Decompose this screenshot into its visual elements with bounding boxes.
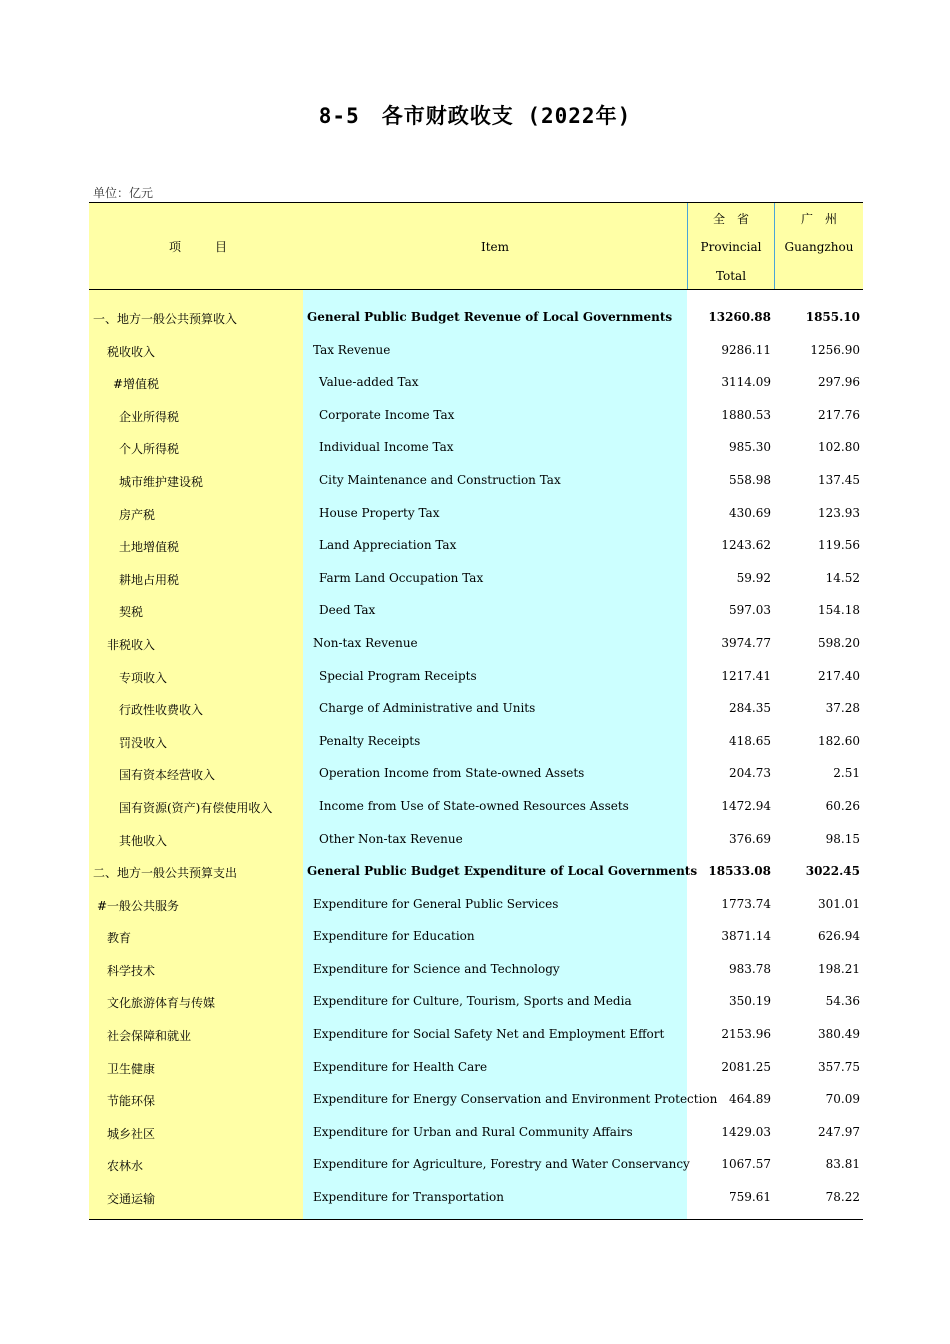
row-value-provincial: 759.61	[729, 1190, 771, 1205]
row-label-en: General Public Budget Revenue of Local Governments	[307, 310, 673, 324]
table-row	[89, 626, 863, 659]
table-row	[89, 463, 863, 496]
row-label-en: Deed Tax	[319, 603, 376, 618]
row-label-zh: 科学技术	[107, 963, 156, 978]
row-label-zh: 房产税	[119, 507, 156, 522]
table-row	[89, 659, 863, 692]
header-provincial-en-2: Total	[715, 269, 747, 283]
row-value-provincial: 1773.74	[721, 896, 771, 911]
header-provincial-cell	[687, 203, 775, 289]
row-value-provincial: 597.03	[729, 603, 771, 618]
row-value-provincial: 2153.96	[721, 1027, 771, 1042]
header-provincial-zh: 全 省	[712, 212, 749, 226]
header-item-zh-cell	[89, 203, 303, 289]
row-value-provincial: 983.78	[729, 961, 771, 976]
row-value-provincial: 3114.09	[721, 375, 771, 390]
row-label-en: Penalty Receipts	[319, 733, 421, 748]
table-row	[89, 528, 863, 561]
row-value-guangzhou: 83.81	[825, 1157, 860, 1172]
header-item-zh-1: 项	[169, 240, 186, 254]
header-item-en: Item	[480, 240, 510, 254]
row-label-zh: 交通运输	[107, 1192, 156, 1207]
row-label-en: Expenditure for Agriculture, Forestry and Water Conservancy	[313, 1157, 690, 1172]
row-label-en: Expenditure for Education	[313, 929, 475, 944]
row-value-provincial: 3974.77	[721, 635, 771, 650]
row-value-provincial: 1217.41	[721, 668, 771, 683]
row-label-en: Expenditure for Social Safety Net and Employment Effort	[313, 1027, 665, 1042]
table-row	[89, 952, 863, 985]
row-value-guangzhou: 297.96	[818, 375, 860, 390]
table-row	[89, 1082, 863, 1115]
table-row	[89, 333, 863, 366]
row-value-provincial: 430.69	[729, 505, 771, 520]
row-value-guangzhou: 198.21	[818, 961, 860, 976]
row-value-guangzhou: 119.56	[818, 538, 860, 553]
row-label-zh: 城乡社区	[107, 1126, 156, 1141]
row-label-zh: 卫生健康	[107, 1061, 156, 1076]
row-value-provincial: 985.30	[729, 440, 771, 455]
row-label-en: Farm Land Occupation Tax	[319, 570, 484, 585]
row-value-provincial: 1472.94	[721, 798, 771, 813]
row-label-zh: 节能环保	[107, 1094, 156, 1109]
row-label-zh: #增值税	[113, 377, 160, 392]
row-value-provincial: 350.19	[729, 994, 771, 1009]
row-value-provincial: 464.89	[729, 1092, 771, 1107]
row-label-en: Expenditure for Culture, Tourism, Sports and Media	[313, 994, 632, 1009]
row-label-en: Expenditure for Energy Conservation and Environment Protection	[313, 1092, 718, 1107]
row-value-guangzhou: 247.97	[818, 1124, 860, 1139]
table-row	[89, 561, 863, 594]
row-value-guangzhou: 78.22	[825, 1190, 860, 1205]
table-row	[89, 1050, 863, 1083]
row-value-provincial: 13260.88	[708, 310, 771, 324]
table-row	[89, 887, 863, 920]
table-row	[89, 854, 863, 887]
header-guangzhou-zh: 广 州	[800, 212, 837, 226]
row-value-guangzhou: 217.40	[818, 668, 860, 683]
row-value-guangzhou: 54.36	[825, 994, 860, 1009]
row-label-zh: 社会保障和就业	[107, 1029, 192, 1044]
row-value-guangzhou: 1256.90	[810, 342, 860, 357]
row-label-en: Income from Use of State-owned Resources Assets	[319, 798, 629, 813]
row-value-guangzhou: 1855.10	[805, 310, 860, 324]
row-label-zh: #一般公共服务	[97, 898, 180, 913]
page-title: 8-5 各市财政收支 (2022年)	[318, 104, 632, 128]
row-label-zh: 教育	[107, 931, 132, 946]
row-label-zh: 罚没收入	[119, 735, 168, 750]
row-label-en: Corporate Income Tax	[319, 407, 455, 422]
row-label-zh: 城市维护建设税	[119, 474, 204, 489]
row-label-zh: 文化旅游体育与传媒	[107, 996, 216, 1011]
finance-table	[89, 202, 863, 1220]
row-label-en: Expenditure for Urban and Rural Community Affairs	[313, 1124, 633, 1139]
table-row	[89, 1115, 863, 1148]
row-value-provincial: 1243.62	[721, 538, 771, 553]
row-value-provincial: 1067.57	[721, 1157, 771, 1172]
row-label-zh: 一、地方一般公共预算收入	[93, 312, 238, 326]
table-row	[89, 984, 863, 1017]
row-label-zh: 国有资源(资产)有偿使用收入	[119, 800, 273, 815]
unit-label: 单位：亿元	[93, 186, 154, 200]
row-value-guangzhou: 98.15	[825, 831, 860, 846]
row-label-en: House Property Tax	[319, 505, 440, 520]
row-label-zh: 国有资本经营收入	[119, 768, 216, 783]
row-value-provincial: 204.73	[729, 766, 771, 781]
table-row	[89, 1147, 863, 1180]
table-row	[89, 593, 863, 626]
row-label-en: Charge of Administrative and Units	[319, 701, 536, 716]
row-label-zh: 二、地方一般公共预算支出	[93, 866, 238, 881]
row-value-guangzhou: 3022.45	[805, 864, 860, 879]
row-value-guangzhou: 14.52	[825, 570, 860, 585]
row-label-zh: 个人所得税	[119, 442, 180, 457]
table-header	[89, 203, 863, 290]
header-guangzhou-cell	[775, 203, 863, 289]
row-label-en: Non-tax Revenue	[313, 635, 418, 650]
row-value-guangzhou: 301.01	[818, 896, 860, 911]
row-label-en: Special Program Receipts	[319, 668, 477, 683]
header-provincial-en-1: Provincial	[700, 240, 762, 254]
row-label-en: Expenditure for General Public Services	[313, 896, 559, 911]
table-row	[89, 919, 863, 952]
table-row	[89, 430, 863, 463]
row-value-guangzhou: 60.26	[825, 798, 860, 813]
header-item-zh-2: 目	[215, 240, 232, 254]
table-row	[89, 300, 863, 333]
row-value-provincial: 9286.11	[721, 342, 771, 357]
table-row	[89, 398, 863, 431]
row-label-en: Operation Income from State-owned Assets	[319, 766, 585, 781]
row-value-guangzhou: 102.80	[818, 440, 860, 455]
row-label-en: Value-added Tax	[319, 375, 419, 390]
row-label-en: Expenditure for Health Care	[313, 1059, 488, 1074]
row-label-en: City Maintenance and Construction Tax	[319, 472, 561, 487]
row-value-provincial: 1880.53	[721, 407, 771, 422]
row-label-zh: 土地增值税	[119, 540, 180, 555]
row-value-guangzhou: 357.75	[818, 1059, 860, 1074]
table-row	[89, 691, 863, 724]
row-value-guangzhou: 182.60	[818, 733, 860, 748]
row-value-provincial: 376.69	[729, 831, 771, 846]
row-value-guangzhou: 598.20	[818, 635, 860, 650]
row-label-en: Tax Revenue	[313, 342, 391, 357]
row-label-zh: 专项收入	[119, 670, 168, 685]
row-label-zh: 非税收入	[107, 637, 156, 652]
row-label-zh: 农林水	[107, 1159, 144, 1174]
row-label-zh: 企业所得税	[119, 409, 180, 424]
table-body	[89, 290, 863, 1219]
table-row	[89, 365, 863, 398]
row-label-en: Land Appreciation Tax	[319, 538, 457, 553]
row-label-en: Other Non-tax Revenue	[319, 831, 463, 846]
row-value-guangzhou: 154.18	[818, 603, 860, 618]
row-value-provincial: 2081.25	[721, 1059, 771, 1074]
row-value-provincial: 284.35	[729, 701, 771, 716]
row-label-en: Expenditure for Science and Technology	[313, 961, 560, 976]
table-row	[89, 756, 863, 789]
row-value-provincial: 3871.14	[721, 929, 771, 944]
table-row	[89, 1180, 863, 1213]
row-value-guangzhou: 37.28	[825, 701, 860, 716]
row-value-provincial: 418.65	[729, 733, 771, 748]
row-label-zh: 契税	[119, 605, 144, 620]
row-label-zh: 行政性收费收入	[119, 703, 204, 718]
row-label-en: Individual Income Tax	[319, 440, 454, 455]
row-value-guangzhou: 70.09	[825, 1092, 860, 1107]
row-value-guangzhou: 217.76	[818, 407, 860, 422]
header-guangzhou-en: Guangzhou	[784, 240, 854, 254]
header-item-en-cell	[303, 203, 687, 289]
table-row	[89, 789, 863, 822]
row-label-zh: 税收收入	[107, 344, 156, 359]
table-row	[89, 724, 863, 757]
table-row	[89, 822, 863, 855]
row-value-guangzhou: 626.94	[818, 929, 860, 944]
row-label-zh: 耕地占用税	[119, 572, 180, 587]
row-label-zh: 其他收入	[119, 833, 168, 848]
table-row	[89, 1017, 863, 1050]
row-value-guangzhou: 2.51	[833, 766, 860, 781]
row-value-provincial: 1429.03	[721, 1124, 771, 1139]
row-label-en: General Public Budget Expenditure of Local Governments	[307, 864, 698, 879]
row-value-provincial: 18533.08	[708, 864, 771, 879]
row-value-guangzhou: 137.45	[818, 472, 860, 487]
row-label-en: Expenditure for Transportation	[313, 1190, 504, 1205]
table-row	[89, 496, 863, 529]
row-value-guangzhou: 380.49	[818, 1027, 860, 1042]
row-value-provincial: 59.92	[736, 570, 771, 585]
row-value-provincial: 558.98	[729, 472, 771, 487]
row-value-guangzhou: 123.93	[818, 505, 860, 520]
